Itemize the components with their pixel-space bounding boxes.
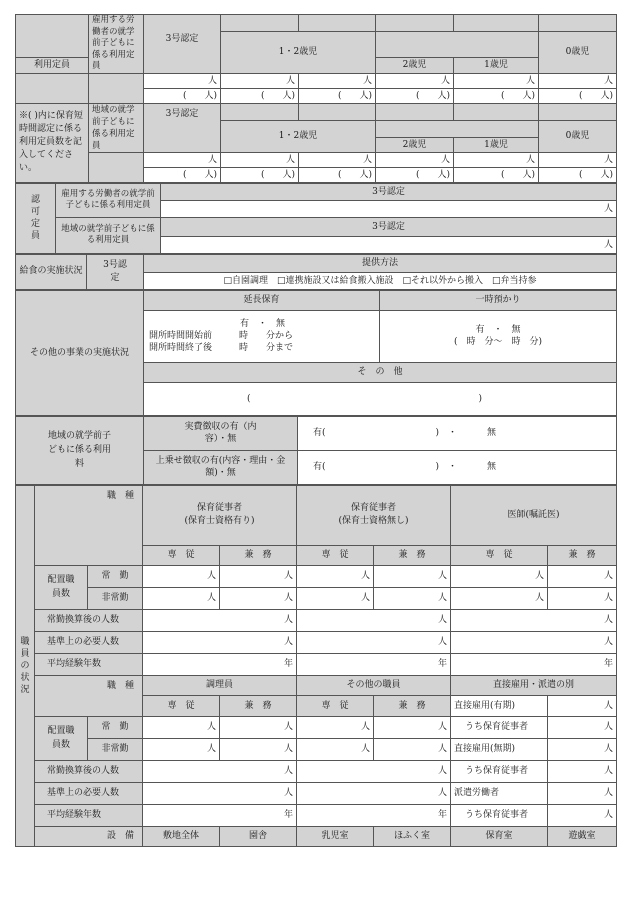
staff-cell[interactable]: 人	[220, 587, 297, 609]
required-label-2: 基準上の必要人数	[35, 782, 143, 804]
staff-cell[interactable]: 人	[374, 587, 451, 609]
fte-cell[interactable]: 人	[143, 609, 297, 631]
avg-years-label-2: 平均経験年数	[35, 804, 143, 826]
job-type-label-2: 職 種	[35, 675, 143, 716]
approved-capacity-label: 認可定員	[16, 183, 56, 253]
extended-yes-no: 有 ・ 無	[239, 319, 285, 329]
meal-table	[15, 254, 617, 290]
approved-local-cell[interactable]: 人	[161, 236, 617, 253]
age12-label-2: 1・2歳児	[221, 120, 376, 152]
age2-label-2: 2歳児	[376, 137, 454, 152]
direct-perm-cell[interactable]: 人	[548, 738, 617, 760]
of-which-label: うち保育従事者	[451, 716, 548, 738]
fte-cell[interactable]: 人	[143, 760, 297, 782]
other-staff-cell[interactable]: 人	[297, 716, 374, 738]
staff-cell[interactable]: 人	[220, 565, 297, 587]
full-label: 専 従	[143, 695, 220, 716]
avg-years-cell[interactable]: 年	[451, 653, 617, 675]
nursery-qualified-label: 保育従事者 (保育士資格有り)	[143, 485, 297, 545]
extended-care-label: 延長保育	[144, 290, 380, 310]
fte-cell[interactable]: 人	[297, 609, 451, 631]
local-capacity-label: 地域の就学前子どもに係る利用定員	[89, 103, 144, 152]
fulltime-label-2: 常 勤	[88, 716, 143, 738]
approved-capacity-table	[15, 183, 617, 254]
full-label: 専 従	[297, 695, 374, 716]
actual-fee-no: 無	[487, 428, 497, 438]
part-label: 兼 務	[374, 695, 451, 716]
extra-fee-cell[interactable]	[298, 450, 617, 484]
of-which-label: うち保育従事者	[451, 760, 548, 782]
temporary-care-label: 一時預かり	[380, 290, 617, 310]
age12-label: 1・2歳児	[221, 32, 376, 74]
of-which-label: うち保育従事者	[451, 804, 548, 826]
fee-label: 地域の就学前子どもに係る利用料	[16, 416, 144, 484]
required-cell[interactable]: 人	[451, 631, 617, 653]
extra-fee-dot: ) ・	[435, 462, 458, 472]
full-label: 専 従	[143, 545, 220, 565]
cap-cell[interactable]: 人	[299, 152, 376, 167]
fte-cell[interactable]: 人	[297, 760, 451, 782]
full-label: 専 従	[451, 545, 548, 565]
required-cell[interactable]: 人	[143, 631, 297, 653]
job-type-label: 職 種	[35, 485, 143, 565]
staff-cell[interactable]: 人	[374, 565, 451, 587]
cook-cell[interactable]: 人	[220, 738, 297, 760]
assigned-label: 配置職員数	[35, 565, 88, 609]
cap-short-cell[interactable]: ( 人)	[454, 167, 539, 182]
approved-local-label: 地域の就学前子どもに係る利用定員	[56, 217, 161, 253]
capacity-note: ※( )内に保育短時間認定に係る利用定員数を記入してください。	[16, 103, 89, 182]
cap-short-cell[interactable]: ( 人)	[144, 167, 221, 182]
of-which-cell[interactable]: 人	[548, 760, 617, 782]
actual-fee-yes: 有(	[313, 428, 326, 438]
extra-fee-label: 上乗せ徴収の有(内容・理由・金額)・無	[144, 450, 298, 484]
of-which-cell[interactable]: 人	[548, 804, 617, 826]
cook-cell[interactable]: 人	[143, 738, 220, 760]
actual-fee-dot: ) ・	[435, 428, 458, 438]
cap-cell[interactable]: 人	[539, 73, 617, 88]
age1-label-2: 1歳児	[454, 137, 539, 152]
cap-short-cell[interactable]: ( 人)	[299, 167, 376, 182]
other-staff-cell[interactable]: 人	[374, 738, 451, 760]
approved-employee-label: 雇用する労働者の就学前子どもに係る利用定員	[56, 183, 161, 217]
actual-fee-cell[interactable]	[298, 416, 617, 450]
cook-label: 調理員	[143, 675, 297, 695]
meal-method-label: 提供方法	[144, 254, 617, 272]
direct-fixed-cell[interactable]: 人	[548, 695, 617, 716]
staff-cell[interactable]: 人	[451, 565, 548, 587]
cap-cell[interactable]: 人	[299, 73, 376, 88]
cap-cell[interactable]: 人	[539, 152, 617, 167]
part-label: 兼 務	[220, 695, 297, 716]
form-page	[15, 14, 616, 847]
cap-short-cell[interactable]: ( 人)	[144, 88, 221, 103]
cap-cell[interactable]: 人	[454, 152, 539, 167]
staff-cell[interactable]: 人	[143, 565, 220, 587]
doctor-label: 医師(嘱託医)	[451, 485, 617, 545]
fulltime-label: 常 勤	[88, 565, 143, 587]
extended-care-cell[interactable]	[144, 310, 380, 362]
cap-cell[interactable]: 人	[376, 73, 454, 88]
cap-short-cell[interactable]: ( 人)	[454, 88, 539, 103]
age1-label: 1歳児	[454, 57, 539, 73]
dispatch-cell[interactable]: 人	[548, 782, 617, 804]
age0-label: 0歳児	[539, 32, 617, 74]
facility-label: 設 備	[35, 826, 143, 846]
facility-item: ほふく室	[374, 826, 451, 846]
temporary-yes-no: 有 ・ 無	[475, 325, 521, 335]
nursery-unqualified-label: 保育従事者 (保育士資格無し)	[297, 485, 451, 545]
direct-fixed-label: 直接雇用(有期)	[451, 695, 548, 716]
staff-cell[interactable]: 人	[451, 587, 548, 609]
full-label: 専 従	[297, 545, 374, 565]
extra-fee-no: 無	[487, 462, 497, 472]
required-label: 基準上の必要人数	[35, 631, 143, 653]
cap-cell[interactable]: 人	[376, 152, 454, 167]
cook-cell[interactable]: 人	[220, 716, 297, 738]
required-cell[interactable]: 人	[297, 631, 451, 653]
facility-item: 乳児室	[297, 826, 374, 846]
cap-short-cell[interactable]: ( 人)	[299, 88, 376, 103]
other-paren-close: )	[478, 393, 483, 404]
cap-short-cell[interactable]: ( 人)	[539, 88, 617, 103]
avg-years-cell[interactable]: 年	[143, 804, 297, 826]
staff-cell[interactable]: 人	[143, 587, 220, 609]
temporary-time: ( 時 分～ 時 分)	[453, 337, 543, 347]
capacity-label: 利用定員	[16, 57, 89, 73]
staff-label: 職員の状況	[16, 485, 35, 846]
capacity-table	[15, 14, 617, 183]
open-start: 開所時間開始前 時 分から	[149, 331, 294, 341]
approved-cert3-label-2: 3号認定	[161, 217, 617, 236]
part-label: 兼 務	[374, 545, 451, 565]
parttime-label: 非常勤	[88, 587, 143, 609]
fte-cell[interactable]: 人	[451, 609, 617, 631]
facility-item: 保育室	[451, 826, 548, 846]
cert3-label-2: 3号認定	[144, 103, 221, 152]
meal-label: 給食の実施状況	[16, 254, 87, 289]
meal-options[interactable]: □自園調理 □連携施設又は給食搬入施設 □それ以外から搬入 □弁当持参	[144, 272, 617, 289]
part-label: 兼 務	[548, 545, 617, 565]
cap-short-cell[interactable]: ( 人)	[221, 88, 299, 103]
staff-cell[interactable]: 人	[548, 565, 617, 587]
other-paren-open: (	[247, 393, 251, 404]
fte-label: 常勤換算後の人数	[35, 609, 143, 631]
capacity-label-top	[16, 15, 89, 58]
cert3-label: 3号認定	[144, 15, 221, 74]
other-label: そ の 他	[144, 362, 617, 382]
other-staff-cell[interactable]: 人	[297, 738, 374, 760]
fte-label-2: 常勤換算後の人数	[35, 760, 143, 782]
assigned-label-2: 配置職員数	[35, 716, 88, 760]
cap-cell[interactable]: 人	[144, 73, 221, 88]
actual-fee-label: 実費徴収の有（内容）・無	[144, 416, 298, 450]
staff-table	[15, 485, 617, 847]
cap-cell[interactable]: 人	[454, 73, 539, 88]
meal-cert3: 3号認定	[87, 254, 144, 289]
direct-dispatch-label: 直接雇用・派遣の別	[451, 675, 617, 695]
required-cell[interactable]: 人	[143, 782, 297, 804]
close-end: 開所時間終了後 時 分まで	[149, 343, 294, 353]
direct-perm-label: 直接雇用(無期)	[451, 738, 548, 760]
employee-capacity-label: 雇用する労働者の就学前子どもに係る利用定員	[89, 15, 144, 74]
temporary-care-cell[interactable]	[380, 310, 617, 362]
other-business-label: その他の事業の実施状況	[16, 290, 144, 415]
part-label: 兼 務	[220, 545, 297, 565]
avg-years-cell[interactable]: 年	[297, 653, 451, 675]
dispatch-label: 派遣労働者	[451, 782, 548, 804]
facility-item: 遊戯室	[548, 826, 617, 846]
avg-years-label: 平均経験年数	[35, 653, 143, 675]
approved-cert3-label: 3号認定	[161, 183, 617, 200]
other-cell[interactable]	[144, 382, 617, 415]
other-business-table	[15, 290, 617, 416]
approved-employee-cell[interactable]: 人	[161, 200, 617, 217]
staff-cell[interactable]: 人	[297, 587, 374, 609]
cap-cell[interactable]: 人	[221, 152, 299, 167]
of-which-cell[interactable]: 人	[548, 716, 617, 738]
cap-cell[interactable]: 人	[221, 73, 299, 88]
avg-years-cell[interactable]: 年	[143, 653, 297, 675]
extra-fee-yes: 有(	[313, 462, 326, 472]
cap-cell[interactable]: 人	[144, 152, 221, 167]
staff-cell[interactable]: 人	[297, 565, 374, 587]
parttime-label-2: 非常勤	[88, 738, 143, 760]
other-staff-cell[interactable]: 人	[374, 716, 451, 738]
fee-table	[15, 416, 617, 485]
cap-short-cell[interactable]: ( 人)	[376, 167, 454, 182]
required-cell[interactable]: 人	[297, 782, 451, 804]
facility-item: 園舎	[220, 826, 297, 846]
cap-short-cell[interactable]: ( 人)	[539, 167, 617, 182]
age0-label-2: 0歳児	[539, 120, 617, 152]
other-staff-label: その他の職員	[297, 675, 451, 695]
staff-cell[interactable]: 人	[548, 587, 617, 609]
age2-label: 2歳児	[376, 57, 454, 73]
facility-item: 敷地全体	[143, 826, 220, 846]
avg-years-cell[interactable]: 年	[297, 804, 451, 826]
cap-short-cell[interactable]: ( 人)	[376, 88, 454, 103]
cook-cell[interactable]: 人	[143, 716, 220, 738]
cap-short-cell[interactable]: ( 人)	[221, 167, 299, 182]
